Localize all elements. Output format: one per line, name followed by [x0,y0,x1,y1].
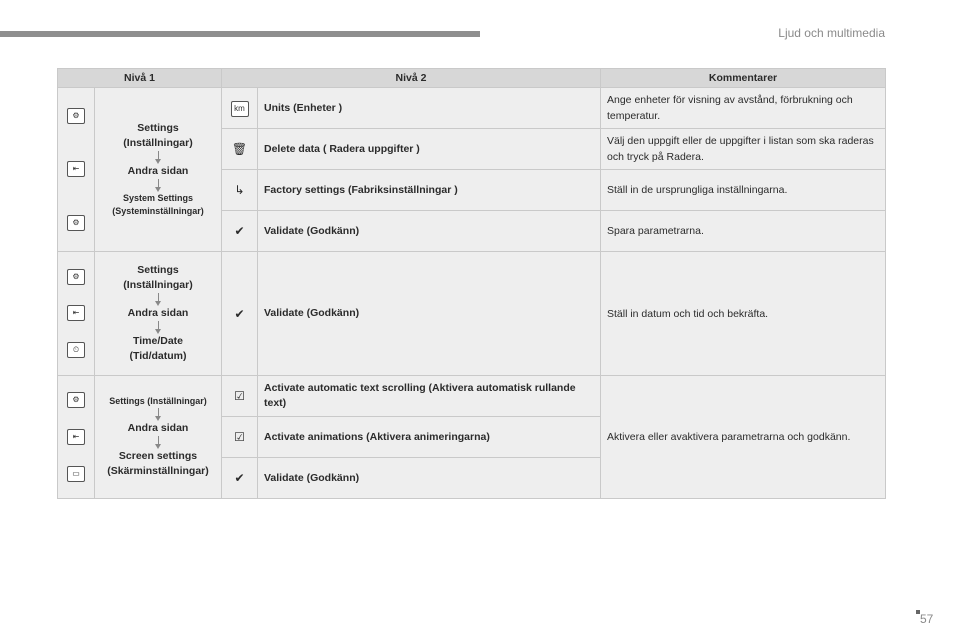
checkmark-icon: ✔ [222,211,258,252]
settings-label: Settings [137,264,179,276]
table-header-row [58,69,886,88]
table-row [58,88,886,129]
settings-gear-icon: ⚙ [67,392,85,408]
factory-settings-comment: Ställ in de ursprungliga inställningarna. [601,170,886,211]
level1-icons [58,88,95,252]
second-page-label: Andra sidan [127,165,189,177]
system-settings-gear-icon: ⚙ [67,215,85,231]
checkbox-icon: ☑ [222,376,258,417]
checkbox-icon: ☑ [222,417,258,458]
trash-icon: 🗑 [222,129,258,170]
settings-label: Settings [137,122,179,134]
settings-menu-table [57,68,886,499]
screen-settings-icon: ▭ [67,466,85,482]
header-comments: Kommentarer [601,69,886,88]
settings-label-sv: (Inställningar) [123,279,193,291]
header-level2: Nivå 2 [222,69,601,88]
animations-option[interactable]: Activate animations (Aktivera animeringarna) [258,417,601,458]
validate-option[interactable]: Validate (Godkänn) [258,211,601,252]
table-row [58,252,886,376]
settings-gear-icon: ⚙ [67,108,85,124]
time-date-label: Time/Date [133,335,183,347]
arrow-down-icon [158,408,159,417]
level1-path [95,88,222,252]
header-level1: Nivå 1 [58,69,222,88]
text-scrolling-option[interactable]: Activate automatic text scrolling (Aktivera automatisk rullande text) [258,376,601,417]
validate-option[interactable]: Validate (Godkänn) [258,252,601,376]
screen-settings-label-sv: (Skärminställningar) [107,465,209,477]
second-page-icon: ⇤ [67,305,85,321]
page-number: 57 [920,612,934,626]
time-date-comment: Ställ in datum och tid och bekräfta. [601,252,886,376]
delete-data-option[interactable]: Delete data ( Radera uppgifter ) [258,129,601,170]
system-settings-label: System Settings [122,193,194,203]
level1-path [95,376,222,499]
second-page-icon: ⇤ [67,429,85,445]
second-page-label: Andra sidan [127,422,189,434]
validate-option[interactable]: Validate (Godkänn) [258,458,601,499]
settings-label-sv: (Inställningar) [123,137,193,149]
factory-reset-icon: ↳ [222,170,258,211]
arrow-down-icon [158,436,159,445]
table-row [58,376,886,417]
settings-label: Settings (Inställningar) [109,396,207,406]
time-date-label-sv: (Tid/datum) [129,350,187,362]
arrow-down-icon [158,293,159,302]
system-settings-label-sv: (Systeminställningar) [112,206,204,216]
second-page-icon: ⇤ [67,161,85,177]
checkmark-icon: ✔ [222,252,258,376]
units-option[interactable]: Units (Enheter ) [258,88,601,129]
second-page-label: Andra sidan [127,307,189,319]
factory-settings-option[interactable]: Factory settings (Fabriksinställningar ) [258,170,601,211]
validate-comment: Spara parametrarna. [601,211,886,252]
arrow-down-icon [158,321,159,330]
arrow-down-icon [158,179,159,188]
clock-calendar-icon: ⏲ [67,342,85,358]
level1-icons [58,252,95,376]
level1-path [95,252,222,376]
screen-settings-comment: Aktivera eller avaktivera parametrarna och godkänn. [601,376,886,499]
header-rule [0,31,480,37]
units-icon: km [222,88,258,129]
settings-gear-icon: ⚙ [67,269,85,285]
screen-settings-label: Screen settings [118,450,198,462]
delete-data-comment: Välj den uppgift eller de uppgifter i listan som ska raderas och tryck på Radera. [601,129,886,170]
checkmark-icon: ✔ [222,458,258,499]
units-comment: Ange enheter för visning av avstånd, förbrukning och temperatur. [601,88,886,129]
arrow-down-icon [158,151,159,160]
level1-icons [58,376,95,499]
section-title: Ljud och multimedia [778,26,885,40]
